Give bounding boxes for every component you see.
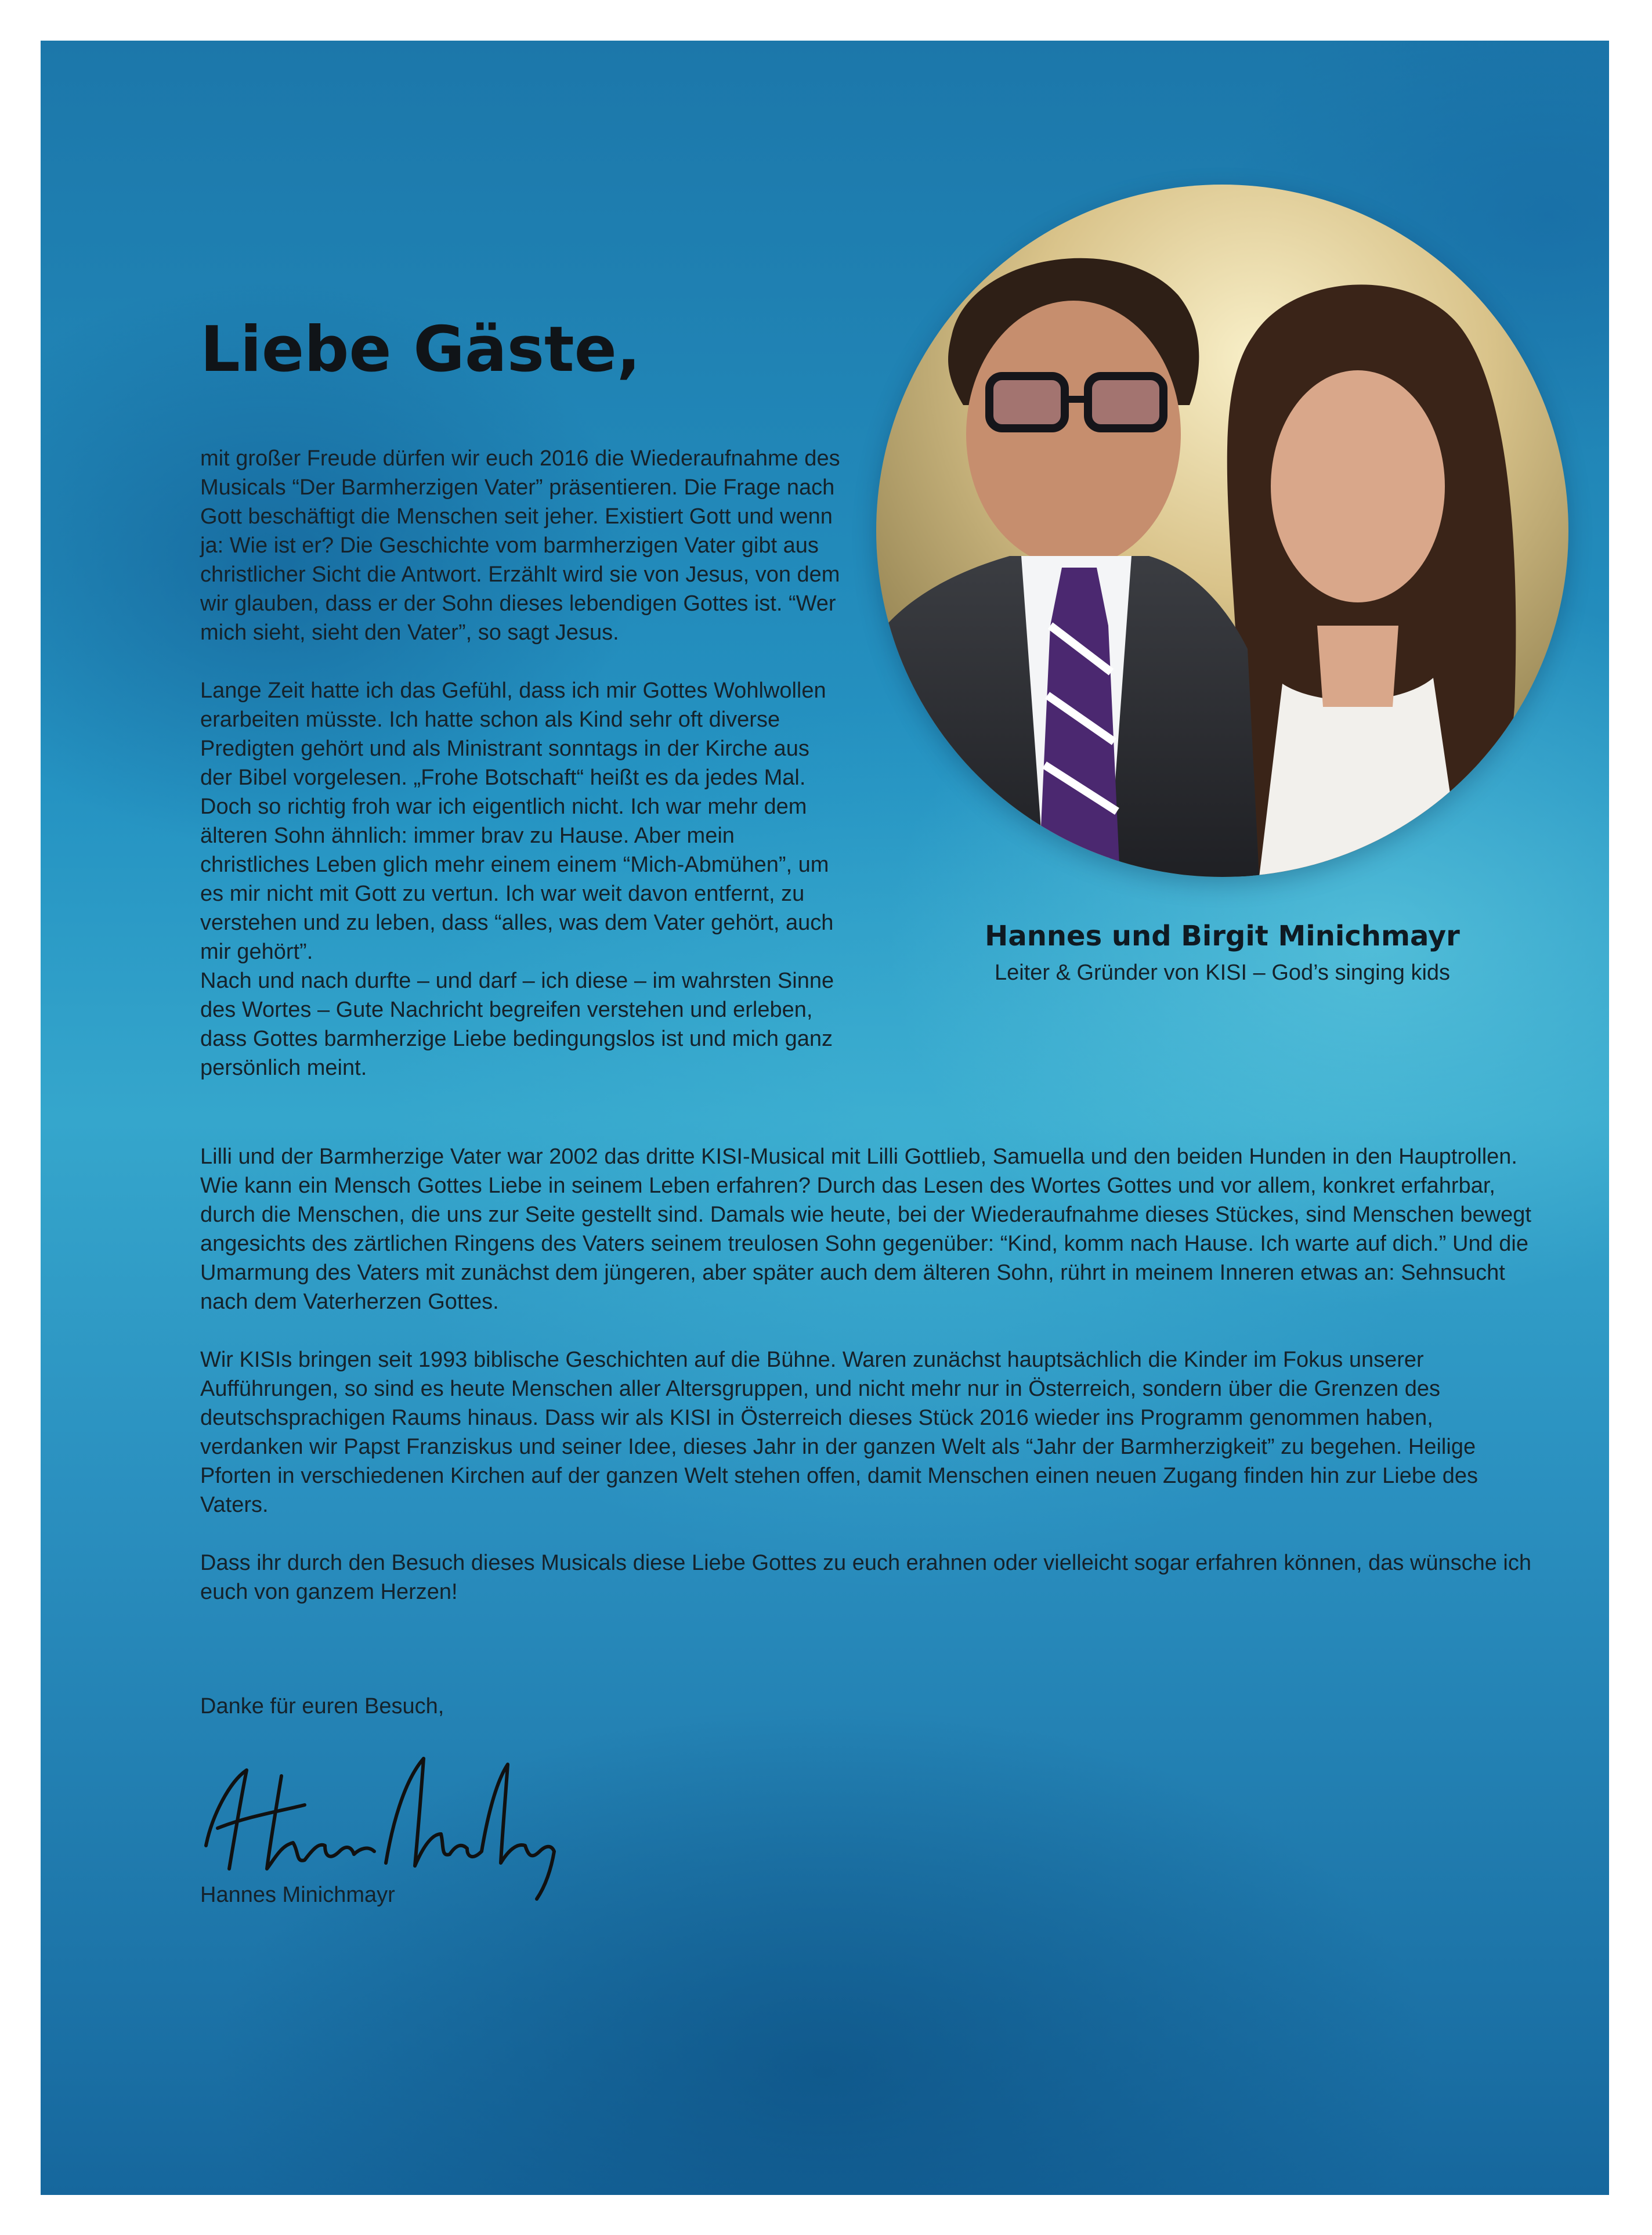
portrait-photo [876, 185, 1568, 877]
intro-paragraph-2: Lange Zeit hatte ich das Gefühl, dass ich mir Gottes Wohlwollen erarbeiten müsste. Ich hatte schon als Kind sehr oft diverse Predigten gehört und als Ministrant sonntags in der Kirche aus der Bibel vorgelesen. „Frohe Botschaft“ heißt es da jedes Mal. Doch so richtig froh war ich eigentlich nicht. Ich war mehr dem älteren Sohn ähnlich: immer brav zu Hause. Aber mein christliches Leben glich mehr einem einem “Mich-Abmühen”, um es mir nicht mit Gott zu vertun. Ich war weit davon entfernt, zu verstehen und zu leben, dass “alles, was dem Vater gehört, auch mir gehört”. [200, 678, 834, 964]
greeting-heading: Liebe Gäste, [200, 313, 641, 386]
intro-text-block [200, 444, 844, 1111]
photo-caption-name: Hannes und Birgit Minichmayr [985, 920, 1460, 952]
closing-line: Danke für euren Besuch, [200, 1694, 444, 1718]
letter-page [41, 41, 1609, 2195]
main-paragraph-1: Lilli und der Barmherzige Vater war 2002 das dritte KISI-Musical mit Lilli Gottlieb, Samuella und den beiden Hunden in den Hauptrollen. Wie kann ein Mensch Gottes Liebe in seinem Leben erfahren? Durch das Lesen des Wortes Gottes und vor allem, konkret erfahrbar, durch die Menschen, die uns zur Seite gestellt sind. Damals wie heute, bei der Wiederaufnahme dieses Stückes, sind Menschen bewegt angesichts des zärtlichen Ringens des Vaters seinem treulosen Sohn gegenüber: “Kind, komm nach Hause. Ich warte auf dich.” Und die Umarmung des Vaters mit zunächst dem jüngeren, aber später auch dem älteren Sohn, rührt in meinem Inneren etwas an: Sehnsucht nach dem Vaterherzen Gottes. [200, 1144, 1531, 1314]
main-paragraph-3: Dass ihr durch den Besuch dieses Musicals diese Liebe Gottes zu euch erahnen oder vielleicht sogar erfahren können, das wünsche ich euch von ganzem Herzen! [200, 1551, 1531, 1604]
photo-caption-role: Leiter & Gründer von KISI – God’s singing kids [994, 961, 1451, 985]
main-paragraph-2: Wir KISIs bringen seit 1993 biblische Geschichten auf die Bühne. Waren zunächst hauptsächlich die Kinder im Fokus unserer Aufführungen, so sind es heute Menschen aller Altersgruppen, und nicht mehr nur in Österreich, sondern über die Grenzen des deutschsprachigen Raums hinaus. Dass wir als KISI in Österreich dieses Stück 2016 wieder ins Programm genommen haben, verdanken wir Papst Franziskus und seiner Idee, dieses Jahr in der ganzen Welt als “Jahr der Barmherzigkeit” zu begehen. Heilige Pforten in verschiedenen Kirchen auf der ganzen Welt stehen offen, damit Menschen einen neuen Zugang finden hin zur Liebe des Vaters. [200, 1348, 1478, 1517]
intro-paragraph-3: Nach und nach durfte – und darf – ich diese – im wahrsten Sinne des Wortes – Gute Nachricht begreifen verstehen und erleben, dass Gottes barmherzige Liebe bedingungslos ist und mich ganz persönlich meint. [200, 969, 834, 1080]
main-text-block [200, 1142, 1535, 1635]
intro-paragraph-1: mit großer Freude dürfen wir euch 2016 die Wiederaufnahme des Musicals “Der Barmherzigen Vater” präsentieren. Die Frage nach Gott beschäftigt die Menschen seit jeher. Existiert Gott und wenn ja: Wie ist er? Die Geschichte vom barmherzigen Vater gibt aus christlicher Sicht die Antwort. Erzählt wird sie von Jesus, von dem wir glauben, dass er der Sohn dieses lebendigen Gottes ist. “Wer mich sieht, sieht den Vater”, so sagt Jesus. [200, 446, 840, 645]
signer-name: Hannes Minichmayr [200, 1883, 395, 1907]
